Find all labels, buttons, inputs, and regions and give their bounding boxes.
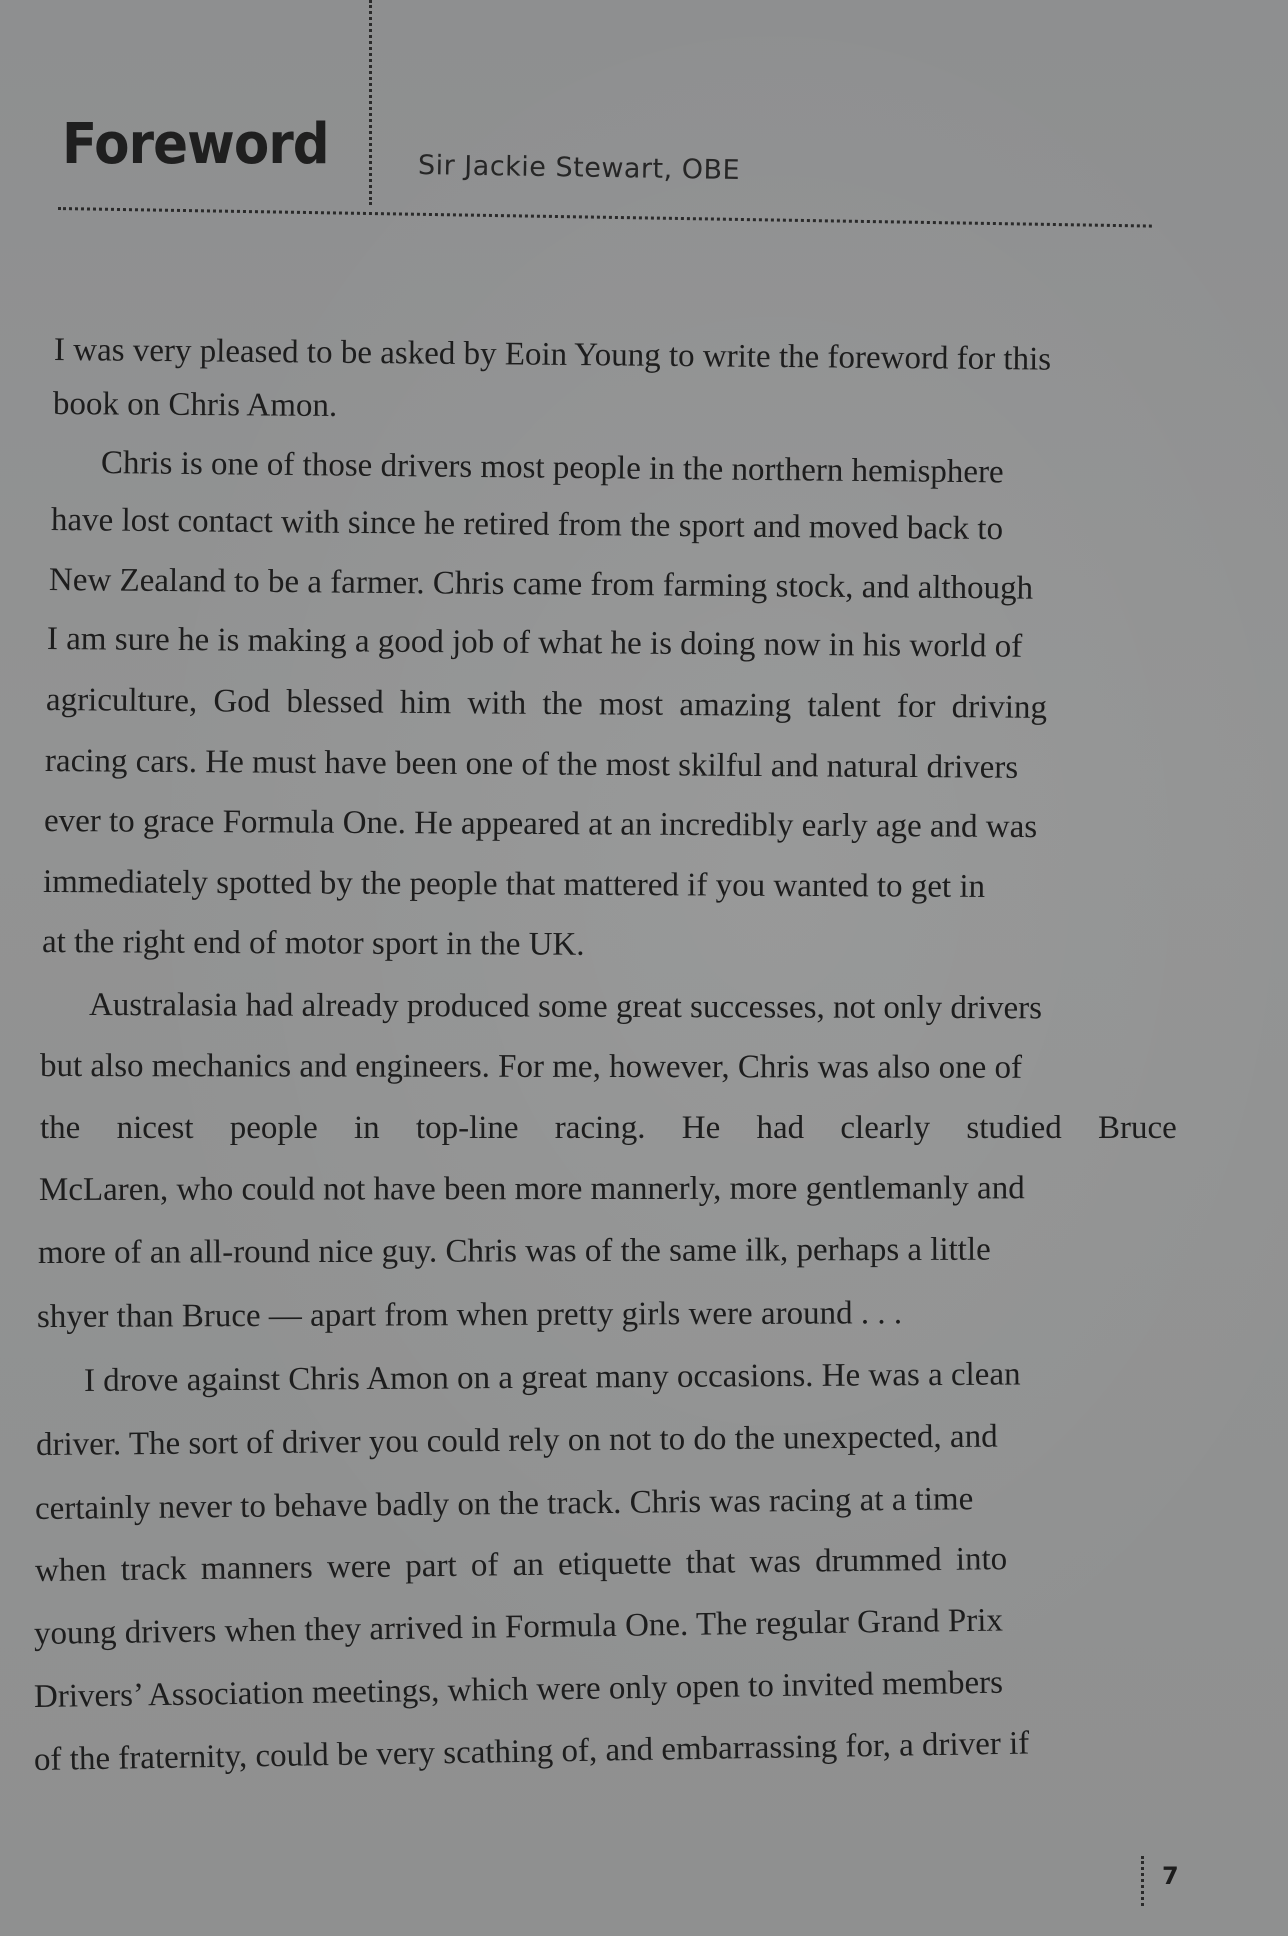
text-line: at the right end of motor sport in the UK.: [41, 924, 585, 963]
text-line: more of an all-round nice guy. Chris was of the same ilk, perhaps a little: [37, 1231, 991, 1271]
text-line: I am sure he is making a good job of what he is doing now in his world of: [46, 621, 1023, 665]
text-line: when track manners were part of an etiquette that was drummed into: [34, 1541, 1008, 1589]
text-line: immediately spotted by the people that mattered if you wanted to get in: [42, 864, 986, 905]
text-line: Australasia had already produced some great successes, not only drivers: [88, 987, 1043, 1027]
text-line: book on Chris Amon.: [52, 386, 338, 424]
text-line: Drivers’ Association meetings, which were only open to invited members: [33, 1664, 1004, 1715]
text-line: agriculture, God blessed him with the most amazing talent for driving: [45, 682, 1048, 726]
page-number-dotted-rule: [1141, 1856, 1144, 1906]
text-line: New Zealand to be a farmer. Chris came from farming stock, and although: [48, 562, 1034, 607]
text-line: the nicest people in top-line racing. He had clearly studied Bruce: [40, 1110, 1177, 1146]
text-line: have lost contact with since he retired from the sport and moved back to: [50, 502, 1004, 548]
text-line: racing cars. He must have been one of the most skilful and natural drivers: [44, 743, 1019, 786]
page-number: 7: [1162, 1862, 1179, 1890]
chapter-author: Sir Jackie Stewart, OBE: [417, 150, 741, 187]
text-line: driver. The sort of driver you could rely on not to do the unexpected, and: [35, 1418, 998, 1463]
text-line: but also mechanics and engineers. For me, however, Chris was also one of: [39, 1048, 1023, 1086]
text-line: I was very pleased to be asked by Eoin Young to write the foreword for this: [53, 332, 1052, 378]
text-line: of the fraternity, could be very scathing of, and embarrassing for, a driver if: [33, 1725, 1030, 1778]
text-line: ever to grace Formula One. He appeared at an incredibly early age and was: [43, 803, 1038, 846]
text-line: young drivers when they arrived in Formula One. The regular Grand Prix: [33, 1602, 1004, 1652]
text-line: McLaren, who could not have been more mannerly, more gentlemanly and: [38, 1170, 1025, 1208]
text-line: certainly never to behave badly on the track. Chris was racing at a time: [34, 1481, 974, 1527]
chapter-title: Foreword: [62, 112, 329, 177]
text-line: I drove against Chris Amon on a great many occasions. He was a clean: [83, 1356, 1021, 1399]
text-line: shyer than Bruce — apart from when pretty girls were around . . .: [36, 1295, 903, 1335]
text-line: Chris is one of those drivers most people in the northern hemisphere: [100, 445, 1004, 491]
